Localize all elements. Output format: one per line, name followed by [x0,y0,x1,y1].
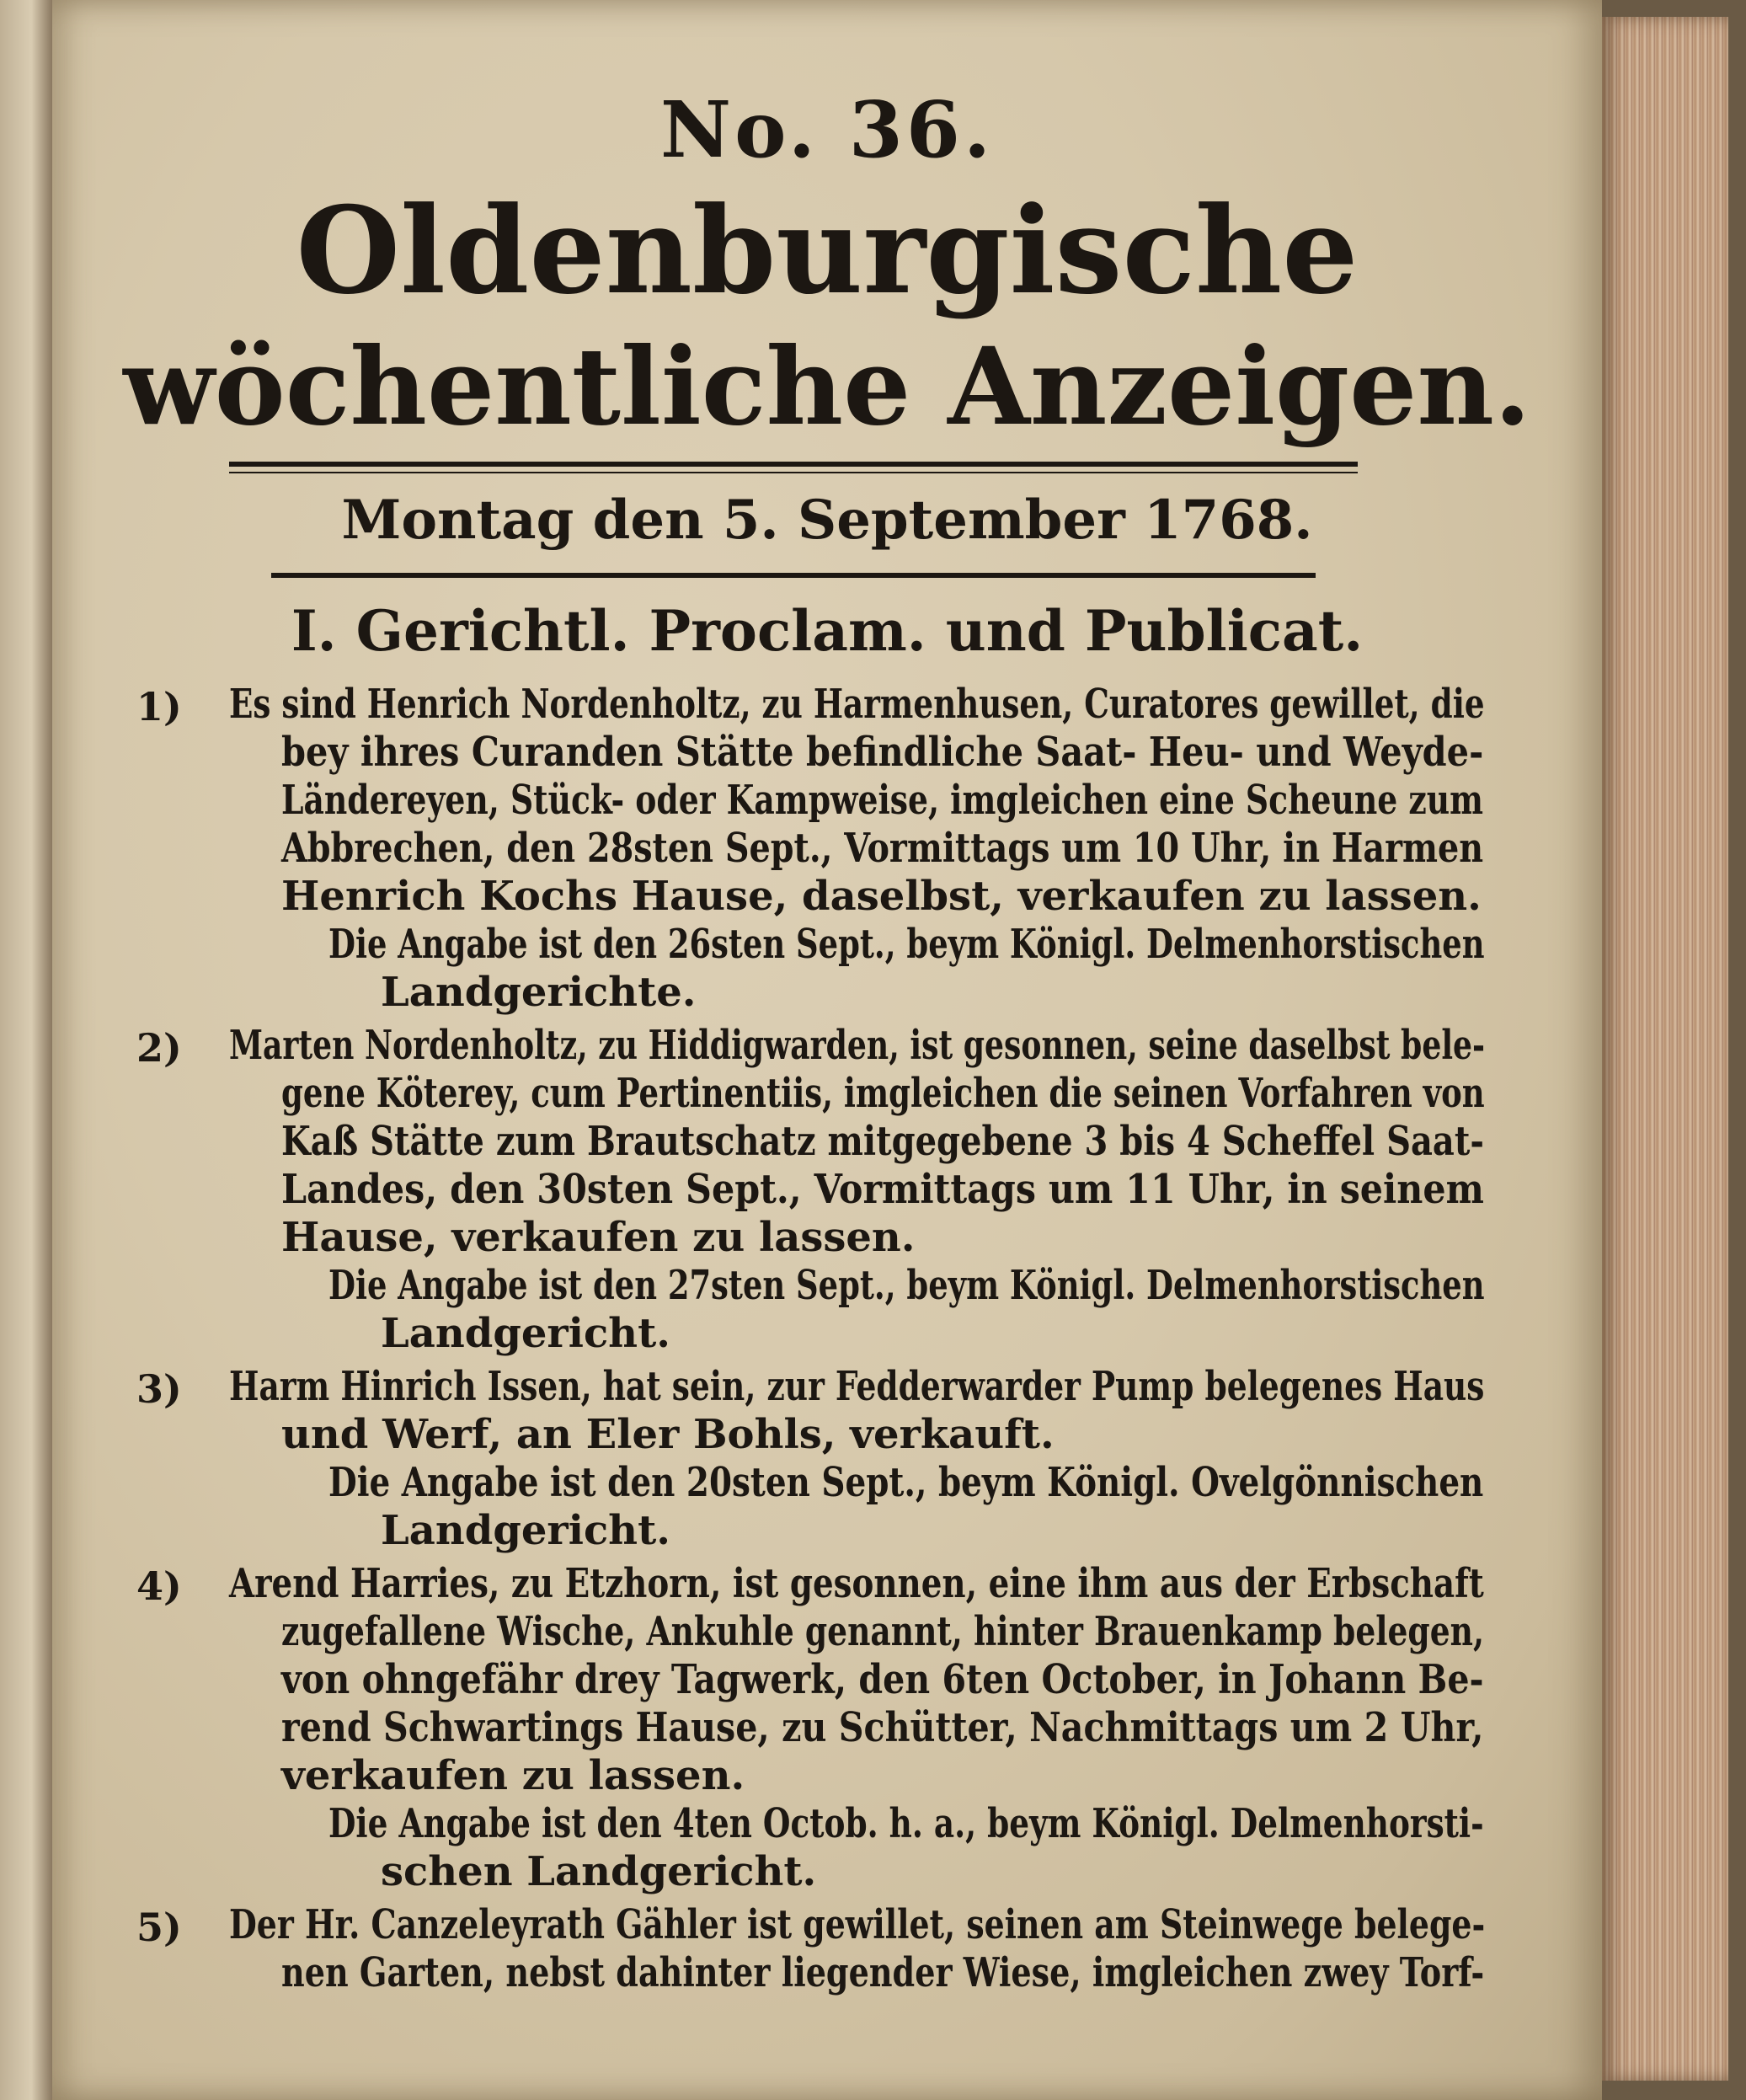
entry-text-line: bey ihres Curanden Stätte befindliche Saat- Heu- und Weyde- [281,729,1484,776]
header-rule-bottom [271,573,1316,578]
entry-text-line: Kaß Stätte zum Brautschatz mitgegebene 3 bis 4 Scheffel Saat- [281,1118,1484,1165]
entry-number: 3) [136,1366,182,1412]
entry-text-line: von ohngefähr drey Tagwerk, den 6ten October, in Johann Be- [281,1656,1484,1703]
entry-angabe-line: Die Angabe ist den 20sten Sept., beym Königl. Ovelgönnischen [328,1459,1484,1506]
left-page-edge [0,0,52,2100]
entry-angabe-line: Landgerichte. [381,969,697,1016]
entry-text-line: Hause, verkaufen zu lassen. [281,1214,916,1261]
header-rule-top-thin [229,472,1358,473]
entry-angabe-line: Landgericht. [381,1310,670,1357]
entry-text-line: Arend Harries, zu Etzhorn, ist gesonnen, eine ihm aus der Erbschaft [229,1560,1484,1607]
header-rule-top [229,462,1358,467]
entry-number: 4) [136,1563,182,1609]
entry-text-line: rend Schwartings Hause, zu Schütter, Nachmittags um 2 Uhr, [281,1704,1484,1751]
newspaper-page [52,0,1602,2100]
entry-text-line: Harm Hinrich Issen, hat sein, zur Fedderwarder Pump belegenes Haus [229,1363,1485,1410]
entry-text-line: zugefallene Wische, Ankuhle genannt, hinter Brauenkamp belegen, [281,1608,1485,1655]
entry-number: 2) [136,1025,182,1071]
entry-angabe-line: Landgericht. [381,1507,670,1554]
entry-text-line: gene Köterey, cum Pertinentiis, imgleichen die seinen Vorfahren von [281,1070,1485,1117]
entry-text-line: Ländereyen, Stück- oder Kampweise, imgleichen eine Scheune zum [281,777,1483,824]
entry-number: 1) [136,684,182,729]
entry-text-line: verkaufen zu lassen. [281,1752,745,1799]
entry-text-line: nen Garten, nebst dahinter liegender Wiese, imgleichen zwey Torf- [281,1949,1485,1996]
entry-text-line: Abbrechen, den 28sten Sept., Vormittags um 10 Uhr, in Harmen [281,825,1484,872]
dateline: Montag den 5. September 1768. [341,489,1313,552]
masthead-title-line2: wöchentliche Anzeigen. [123,324,1531,449]
entry-text-line: und Werf, an Eler Bohls, verkauft. [281,1411,1055,1458]
entry-text-line: Der Hr. Canzeleyrath Gähler ist gewillet, seinen am Steinwege belege- [229,1901,1486,1948]
entry-angabe-line: schen Landgericht. [381,1848,817,1895]
entry-angabe-line: Die Angabe ist den 27sten Sept., beym Königl. Delmenhorstischen [328,1262,1485,1309]
page-edges [1602,17,1728,2081]
entry-text-line: Marten Nordenholtz, zu Hiddigwarden, ist gesonnen, seine daselbst bele- [229,1022,1486,1069]
issue-number: No. 36. [660,84,994,175]
entry-text-line: Es sind Henrich Nordenholtz, zu Harmenhusen, Curatores gewillet, die [229,681,1485,728]
entry-number: 5) [136,1905,182,1950]
entry-angabe-line: Die Angabe ist den 26sten Sept., beym Königl. Delmenhorstischen [328,921,1485,968]
section-title: I. Gerichtl. Proclam. und Publicat. [291,598,1364,664]
entry-angabe-line: Die Angabe ist den 4ten Octob. h. a., beym Königl. Delmenhorsti- [328,1800,1484,1847]
entry-text-line: Landes, den 30sten Sept., Vormittags um 11 Uhr, in seinem [281,1166,1484,1213]
entry-text-line: Henrich Kochs Hause, daselbst, verkaufen zu lassen. [281,873,1482,920]
masthead-title-line1: Oldenburgische [296,181,1359,321]
